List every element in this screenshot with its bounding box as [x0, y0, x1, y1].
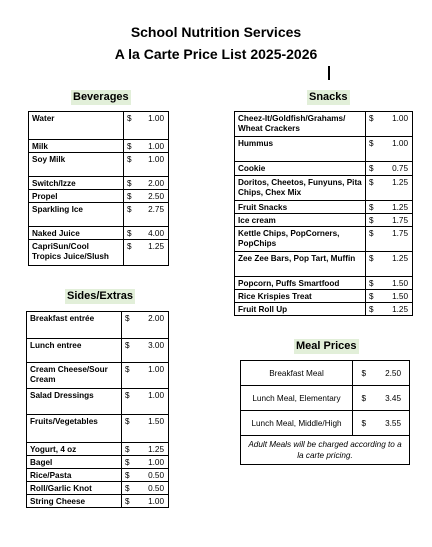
item-price: 1.00 — [133, 495, 169, 508]
table-row — [27, 312, 169, 339]
item-name: Cookie — [235, 162, 366, 176]
table-row — [235, 214, 413, 227]
item-name: Breakfast entrée — [27, 312, 122, 339]
item-name: Fruit Snacks — [235, 201, 366, 214]
currency-symbol: $ — [124, 240, 136, 266]
table-row — [235, 162, 413, 176]
currency-symbol: $ — [122, 363, 134, 389]
text-cursor — [328, 66, 330, 80]
item-price: 1.25 — [377, 201, 413, 214]
item-price: 1.25 — [133, 443, 169, 456]
meal-name: Breakfast Meal — [241, 361, 353, 386]
currency-symbol: $ — [366, 277, 378, 290]
item-price: 0.50 — [133, 482, 169, 495]
item-name: Cream Cheese/Sour Cream — [27, 363, 122, 389]
item-name: Ice cream — [235, 214, 366, 227]
meal-name: Lunch Meal, Elementary — [241, 386, 353, 411]
table-row — [235, 227, 413, 252]
currency-symbol: $ — [366, 162, 378, 176]
item-price: 1.00 — [133, 389, 169, 415]
item-price: 1.00 — [133, 456, 169, 469]
item-name: Water — [29, 112, 124, 140]
currency-symbol: $ — [124, 227, 136, 240]
currency-symbol: $ — [124, 190, 136, 203]
item-name: Cheez-It/Goldfish/Grahams/ Wheat Crackers — [235, 112, 366, 137]
item-name: Hummus — [235, 137, 366, 162]
table-row — [241, 411, 410, 436]
page-subtitle: A la Carte Price List 2025-2026 — [114, 46, 318, 62]
currency-symbol: $ — [124, 177, 136, 190]
item-name: Naked Juice — [29, 227, 124, 240]
meal-name: Lunch Meal, Middle/High — [241, 411, 353, 436]
item-name: Doritos, Cheetos, Funyuns, Pita Chips, Chex Mix — [235, 176, 366, 201]
item-name: Soy Milk — [29, 153, 124, 177]
currency-symbol: $ — [366, 227, 378, 252]
currency-symbol: $ — [124, 153, 136, 177]
currency-symbol: $ — [366, 252, 378, 277]
table-row — [29, 240, 169, 266]
item-name: Milk — [29, 140, 124, 153]
currency-symbol: $ — [122, 469, 134, 482]
meal-prices-heading: Meal Prices — [296, 340, 357, 352]
table-row — [29, 140, 169, 153]
table-row — [29, 227, 169, 240]
item-price: 2.00 — [135, 177, 169, 190]
table-row — [27, 469, 169, 482]
item-price: 2.50 — [135, 190, 169, 203]
item-name: Roll/Garlic Knot — [27, 482, 122, 495]
currency-symbol: $ — [122, 443, 134, 456]
item-price: 1.25 — [377, 252, 413, 277]
currency-symbol: $ — [366, 290, 378, 303]
sides-table — [26, 311, 169, 508]
item-name: Fruits/Vegetables — [27, 415, 122, 443]
item-price: 0.75 — [377, 162, 413, 176]
item-name: Kettle Chips, PopCorners, PopChips — [235, 227, 366, 252]
item-price: 4.00 — [135, 227, 169, 240]
currency-symbol: $ — [366, 112, 378, 137]
currency-symbol: $ — [366, 176, 378, 201]
currency-symbol: $ — [353, 361, 367, 386]
item-price: 3.00 — [133, 339, 169, 363]
table-row — [241, 436, 410, 465]
table-row — [235, 252, 413, 277]
table-row — [235, 290, 413, 303]
item-price: 2.00 — [133, 312, 169, 339]
table-row — [235, 112, 413, 137]
item-name: Sparkling Ice — [29, 203, 124, 227]
currency-symbol: $ — [124, 203, 136, 227]
currency-symbol: $ — [122, 482, 134, 495]
item-name: Rice Krispies Treat — [235, 290, 366, 303]
meal-price: 3.55 — [366, 411, 410, 436]
currency-symbol: $ — [366, 201, 378, 214]
table-row — [235, 201, 413, 214]
table-row — [241, 361, 410, 386]
item-price: 1.00 — [135, 112, 169, 140]
item-name: Fruit Roll Up — [235, 303, 366, 316]
currency-symbol: $ — [353, 386, 367, 411]
table-row — [27, 456, 169, 469]
item-name: Salad Dressings — [27, 389, 122, 415]
table-row — [29, 203, 169, 227]
table-row — [241, 386, 410, 411]
item-price: 2.75 — [135, 203, 169, 227]
meal-price: 2.50 — [366, 361, 410, 386]
table-row — [29, 177, 169, 190]
item-name: Rice/Pasta — [27, 469, 122, 482]
item-price: 1.00 — [133, 363, 169, 389]
table-row — [27, 363, 169, 389]
adult-meals-note: Adult Meals will be charged according to a la carte pricing. — [241, 436, 410, 465]
item-price: 1.00 — [377, 112, 413, 137]
currency-symbol: $ — [122, 456, 134, 469]
item-price: 1.50 — [377, 277, 413, 290]
item-name: Propel — [29, 190, 124, 203]
item-name: Switch/Izze — [29, 177, 124, 190]
table-row — [235, 137, 413, 162]
table-row — [29, 153, 169, 177]
currency-symbol: $ — [124, 112, 136, 140]
item-name: Bagel — [27, 456, 122, 469]
item-name: Yogurt, 4 oz — [27, 443, 122, 456]
table-row — [27, 443, 169, 456]
item-price: 1.50 — [133, 415, 169, 443]
currency-symbol: $ — [366, 214, 378, 227]
item-price: 1.75 — [377, 227, 413, 252]
table-row — [27, 482, 169, 495]
table-row — [27, 389, 169, 415]
table-row — [235, 176, 413, 201]
currency-symbol: $ — [122, 312, 134, 339]
currency-symbol: $ — [122, 339, 134, 363]
meal-price: 3.45 — [366, 386, 410, 411]
item-name: String Cheese — [27, 495, 122, 508]
snacks-table — [234, 111, 413, 316]
item-price: 1.25 — [135, 240, 169, 266]
sides-heading: Sides/Extras — [67, 290, 134, 302]
table-row — [27, 415, 169, 443]
item-price: 1.00 — [135, 153, 169, 177]
currency-symbol: $ — [366, 303, 378, 316]
table-row — [29, 190, 169, 203]
table-row — [235, 277, 413, 290]
table-row — [29, 112, 169, 140]
snacks-heading: Snacks — [309, 91, 348, 103]
item-price: 1.00 — [377, 137, 413, 162]
item-name: Popcorn, Puffs Smartfood — [235, 277, 366, 290]
item-name: Lunch entree — [27, 339, 122, 363]
meal-prices-table — [240, 360, 410, 465]
item-price: 1.75 — [377, 214, 413, 227]
item-price: 1.50 — [377, 290, 413, 303]
item-price: 1.00 — [135, 140, 169, 153]
currency-symbol: $ — [122, 415, 134, 443]
currency-symbol: $ — [366, 137, 378, 162]
currency-symbol: $ — [122, 495, 134, 508]
currency-symbol: $ — [353, 411, 367, 436]
table-row — [27, 495, 169, 508]
item-name: Zee Zee Bars, Pop Tart, Muffin — [235, 252, 366, 277]
beverages-heading: Beverages — [73, 91, 129, 103]
item-price: 1.25 — [377, 176, 413, 201]
page-title: School Nutrition Services — [130, 24, 302, 40]
currency-symbol: $ — [124, 140, 136, 153]
table-row — [27, 339, 169, 363]
currency-symbol: $ — [122, 389, 134, 415]
item-name: CapriSun/Cool Tropics Juice/Slush — [29, 240, 124, 266]
item-price: 1.25 — [377, 303, 413, 316]
beverages-table — [28, 111, 169, 266]
table-row — [235, 303, 413, 316]
item-price: 0.50 — [133, 469, 169, 482]
